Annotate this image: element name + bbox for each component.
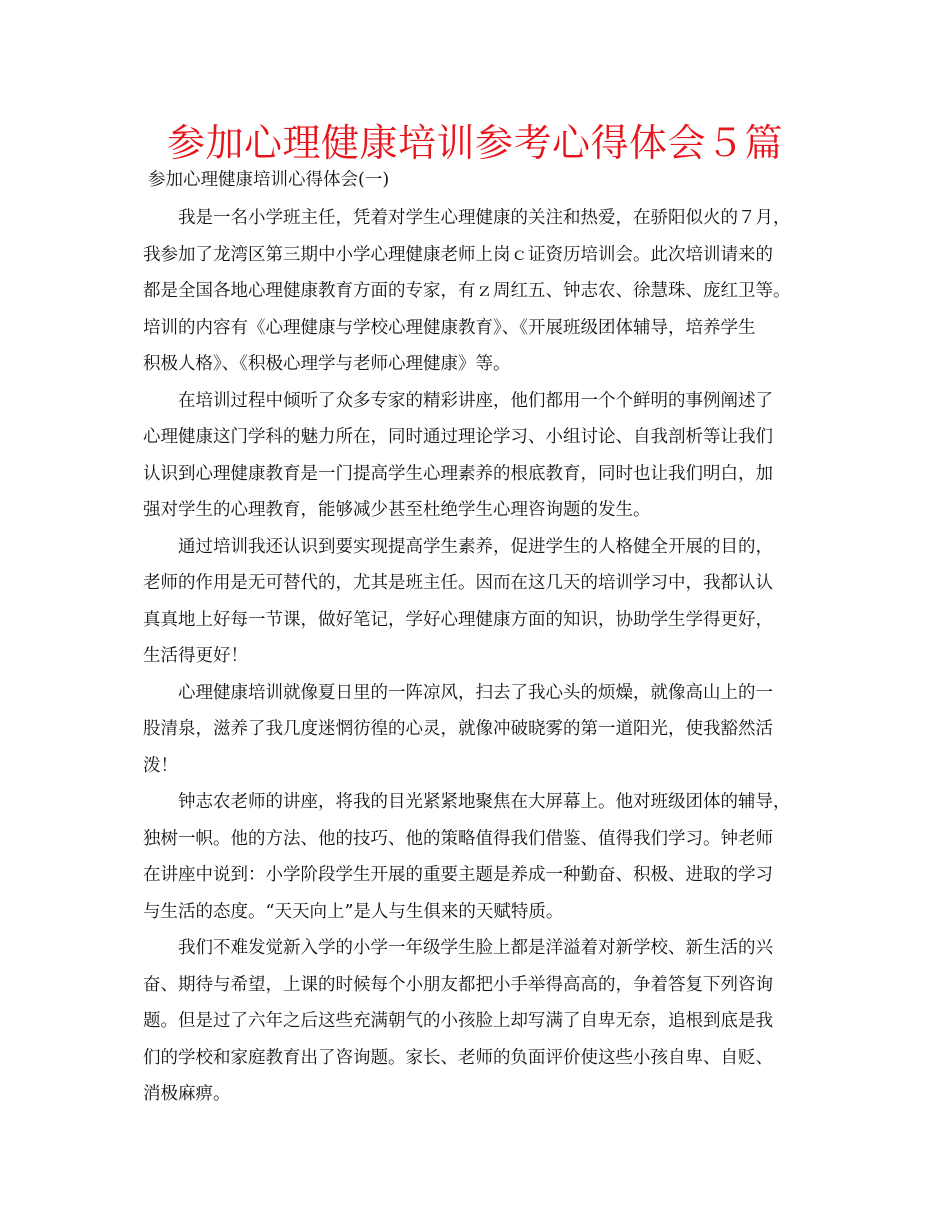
paragraph-line: 独树一帜。他的方法、他的技巧、他的策略值得我们借鉴、值得我们学习。钟老师 [143, 828, 773, 849]
paragraph [143, 675, 819, 785]
paragraph-line: 真真地上好每一节课，做好笔记，学好心理健康方面的知识，协助学生学得更好， [143, 609, 773, 630]
paragraph-line: 培训的内容有《心理健康与学校心理健康教育》、《开展班级团体辅导，培养学生 [143, 317, 756, 338]
paragraph-line: 消极麻痹。 [143, 1084, 231, 1104]
paragraph [143, 930, 819, 1113]
paragraph [143, 383, 819, 529]
paragraph-line: 积极人格》、《积极心理学与老师心理健康》等。 [143, 354, 511, 374]
document-body [143, 200, 819, 1113]
paragraph-line: 心理健康这门学科的魅力所在，同时通过理论学习、小组讨论、自我剖析等让我们 [143, 427, 773, 447]
section-heading: 参加心理健康培训心得体会(一) [148, 170, 390, 190]
paragraph-line: 通过培训我还认识到要实现提高学生素养，促进学生的人格健全开展的目的， [178, 536, 773, 557]
paragraph-line: 强对学生的心理教育，能够减少甚至杜绝学生心理咨询题的发生。 [143, 500, 651, 520]
paragraph-line: 在讲座中说到：小学阶段学生开展的重要主题是养成一种勤奋、积极、进取的学习 [143, 865, 773, 885]
paragraph [143, 200, 819, 383]
document-title: 参加心理健康培训参考心得体会５篇 [166, 121, 783, 165]
paragraph-line: 奋、期待与希望，上课的时候每个小朋友都把小手举得高高的，争着答复下列咨询 [143, 974, 773, 995]
paragraph-line: 股清泉，滋养了我几度迷惘彷徨的心灵，就像冲破晓雾的第一道阳光，使我豁然活 [143, 719, 773, 739]
paragraph-line: 都是全国各地心理健康教育方面的专家，有ｚ周红五、钟志农、徐慧珠、庞红卫等。 [143, 281, 791, 301]
paragraph-line: 生活得更好！ [143, 646, 248, 666]
paragraph [143, 529, 819, 675]
paragraph-line: 泼！ [143, 755, 178, 776]
paragraph-line: 与生活的态度。“天天向上”是人与生俱来的天赋特质。 [143, 901, 564, 922]
paragraph-line: 老师的作用是无可替代的，尤其是班主任。因而在这几天的培训学习中，我都认认 [143, 573, 773, 593]
paragraph-line: 题。但是过了六年之后这些充满朝气的小孩脸上却写满了自卑无奈，追根到底是我 [143, 1011, 773, 1031]
paragraph-line: 我参加了龙湾区第三期中小学心理健康老师上岗ｃ证资历培训会。此次培训请来的 [143, 244, 773, 265]
paragraph-line: 我是一名小学班主任，凭着对学生心理健康的关注和热爱，在骄阳似火的７月， [178, 208, 791, 228]
paragraph-line: 我们不难发觉新入学的小学一年级学生脸上都是洋溢着对新学校、新生活的兴 [178, 938, 773, 958]
paragraph-line: 们的学校和家庭教育出了咨询题。家长、老师的负面评价使这些小孩自卑、自贬、 [143, 1047, 773, 1068]
paragraph-line: 钟志农老师的讲座，将我的目光紧紧地聚焦在大屏幕上。他对班级团体的辅导， [178, 792, 791, 812]
paragraph-line: 在培训过程中倾听了众多专家的精彩讲座，他们都用一个个鲜明的事例阐述了 [178, 390, 773, 411]
paragraph [143, 784, 819, 930]
paragraph-line: 心理健康培训就像夏日里的一阵凉风，扫去了我心头的烦燥，就像高山上的一 [178, 682, 773, 703]
paragraph-line: 认识到心理健康教育是一门提高学生心理素养的根底教育，同时也让我们明白，加 [143, 463, 773, 484]
